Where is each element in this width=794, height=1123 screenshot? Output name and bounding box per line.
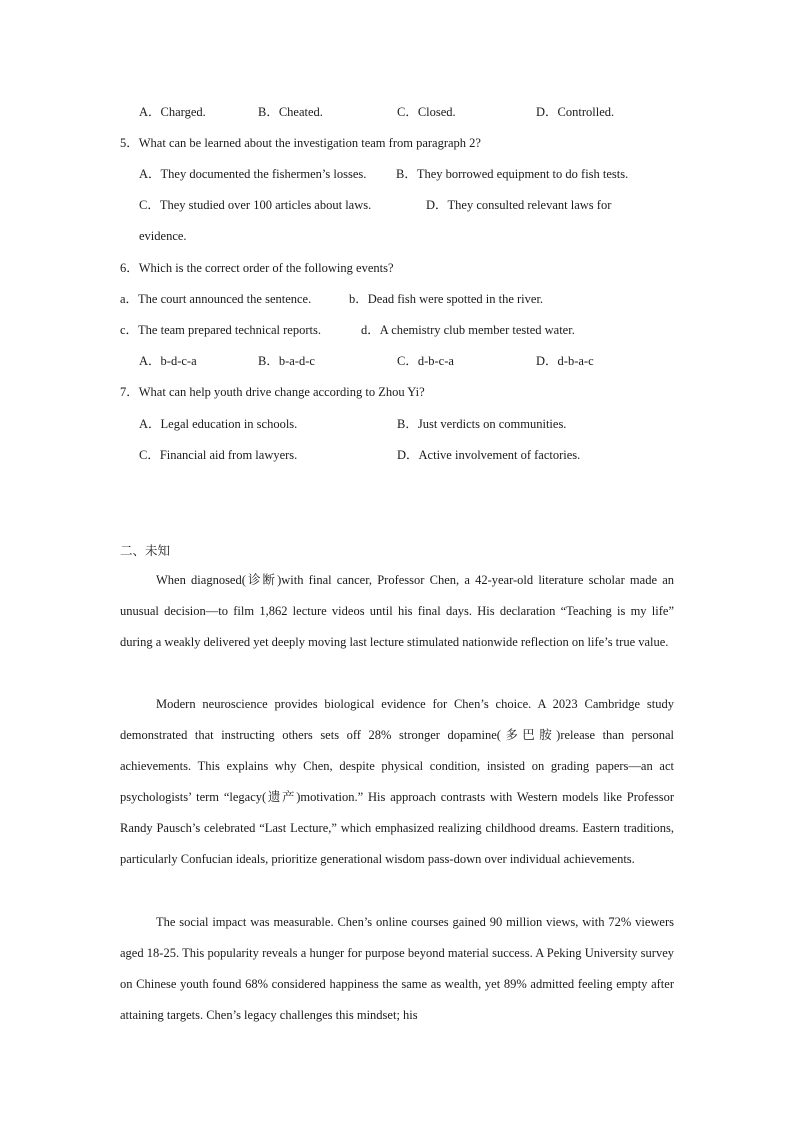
q6-option-a: A．b-d-c-a	[139, 354, 197, 368]
q7-option-d: D．Active involvement of factories.	[397, 448, 581, 462]
q4-option-d: D．Controlled.	[536, 105, 615, 119]
q5-option-d-continued: evidence.	[139, 229, 187, 243]
q6-event-a: a．The court announced the sentence.	[120, 292, 312, 306]
q5-option-d: D．They consulted relevant laws for	[426, 198, 612, 212]
q7-stem: 7．What can help youth drive change according to Zhou Yi?	[120, 385, 425, 399]
passage-paragraph-1: When diagnosed(诊断)with final cancer, Professor Chen, a 42-year-old literature scholar made an unusual decision—to film 1,862 lecture videos until his final days. His declaration “Teaching is my life” during a weakly delivered yet deeply moving last lecture stimulated nationwide reflection on life’s true value.	[120, 573, 674, 649]
q5-option-c: C．They studied over 100 articles about laws.	[139, 198, 372, 212]
q7-option-a: A．Legal education in schools.	[139, 417, 298, 431]
q5-option-a: A．They documented the fishermen’s losses.	[139, 167, 367, 181]
q6-event-b: b．Dead fish were spotted in the river.	[349, 292, 544, 306]
q7-option-b: B．Just verdicts on communities.	[397, 417, 567, 431]
q6-event-c: c．The team prepared technical reports.	[120, 323, 321, 337]
q6-option-d: D．d-b-a-c	[536, 354, 594, 368]
q7-option-c: C．Financial aid from lawyers.	[139, 448, 298, 462]
q6-option-b: B．b-a-d-c	[258, 354, 315, 368]
q4-option-a: A．Charged.	[139, 105, 206, 119]
q4-option-b: B．Cheated.	[258, 105, 323, 119]
q4-option-c: C．Closed.	[397, 105, 456, 119]
section-title: 二、未知	[120, 544, 171, 558]
q5-option-b: B．They borrowed equipment to do fish tests.	[396, 167, 629, 181]
q6-option-c: C．d-b-c-a	[397, 354, 454, 368]
q5-stem: 5．What can be learned about the investigation team from paragraph 2?	[120, 136, 481, 150]
passage-paragraph-3: The social impact was measurable. Chen’s online courses gained 90 million views, with 72% viewers aged 18-25. This popularity reveals a hunger for purpose beyond material success. A Peking University survey on Chinese youth found 68% considered happiness the same as wealth, yet 89% admitted feeling empty after attaining targets. Chen’s legacy challenges this mindset; his	[120, 915, 674, 1022]
passage-paragraph-2: Modern neuroscience provides biological evidence for Chen’s choice. A 2023 Cambridge study demonstrated that instructing others sets off 28% stronger dopamine(多巴胺)release than personal achievements. This explains why Chen, despite physical condition, insisted on grading papers—an act psychologists’ term “legacy(遗产)motivation.” His approach contrasts with Western models like Professor Randy Pausch’s celebrated “Last Lecture,” which emphasized realizing childhood dreams. Eastern traditions, particularly Confucian ideals, prioritize generational wisdom pass-down over individual achievements.	[120, 697, 674, 866]
q6-event-d: d．A chemistry club member tested water.	[361, 323, 575, 337]
q6-stem: 6．Which is the correct order of the following events?	[120, 261, 394, 275]
